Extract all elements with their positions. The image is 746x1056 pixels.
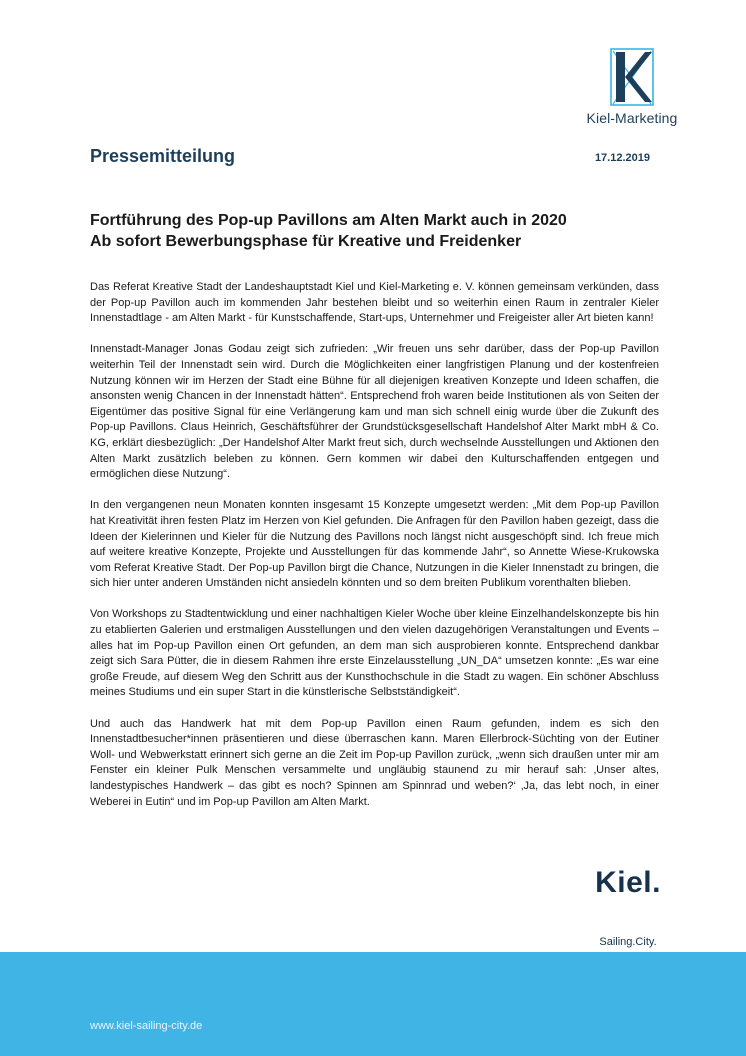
logo-line-1: Kiel. [595, 866, 661, 899]
kiel-sailing-city-logo [578, 868, 678, 948]
kiel-marketing-k-logo-icon [610, 48, 654, 106]
kiel-marketing-logo [582, 48, 682, 126]
document-header [90, 146, 650, 170]
logo-line-2: Kiel [599, 898, 657, 931]
footer-band [0, 952, 746, 1056]
paragraph: In den vergangenen neun Monaten konnten insgesamt 15 Konzepte umgesetzt werden: „Mit dem Pop-up Pavillon hat Kreativität ihren festen Platz im Herzen von Kiel gefunden. Die Anfragen für den Pavillon haben gezeigt, dass die Ideen der Kielerinnen und Kieler für die Nutzung des Pavillons noch längst nicht ausgeschöpft sind. Ich freue mich auf weitere kreative Konzepte, Projekte und Ausstellungen für das kommende Jahr“, so Annette Wiese-Krukowska vom Referat Kreative Stadt. Der Pop-up Pavillon birgt die Chance, Nutzungen in die Kieler Innenstadt zu bringen, die sich hier unter anderen Umständen nicht ansiedeln könnten und so dem breiten Publikum vorenthalten blieben. [90, 499, 659, 590]
headline-line-1: Fortführung des Pop-up Pavillons am Alten Markt auch in 2020 [90, 212, 567, 229]
paragraph: Das Referat Kreative Stadt der Landeshauptstadt Kiel und Kiel-Marketing e. V. können gemeinsam verkünden, dass der Pop-up Pavillon auch im kommenden Jahr bestehen bleibt und so weiterhin einen Raum in zentraler Kieler Innenstadtlage - am Alten Markt - für Kunstschaffende, Start-ups, Unternehmer und Freigeister aller Art bieten kann! [90, 281, 659, 325]
paragraph: Von Workshops zu Stadtentwicklung und einer nachhaltigen Kieler Woche über kleine Einzelhandelskonzepte bis hin zu etablierten Galerien und erstmaligen Ausstellungen und den vielen dazugehörigen Veranstaltungen und Events – alles hat im Pop-up Pavillon einen Ort gefunden, an dem man sich ausprobieren konnte. Entsprechend dankbar zeigt sich Sara Pütter, die in diesem Rahmen ihre erste Einzelausstellung „UN_DA“ umsetzen konnte: „Es war eine große Freude, auf diesem Weg den Schritt aus der Kunsthochschule in die Stadt zu wagen. Ein schöner Abschluss meines Studiums und ein super Start in die künstlerische Selbstständigkeit“. [90, 608, 659, 699]
document-type: Pressemitteilung [90, 146, 236, 166]
footer-url: www.kiel-sailing-city.de [90, 1020, 203, 1032]
document-date: 17.12.2019 [594, 152, 650, 164]
brand-name: Kiel-Marketing [586, 110, 678, 126]
headline [90, 210, 660, 252]
paragraph: Und auch das Handwerk hat mit dem Pop-up Pavillon einen Raum gefunden, indem es sich den Innenstadtbesucher*innen präsentieren und diese überraschen kann. Maren Ellerbrock-Süchting von der Eutiner Woll- und Webwerkstatt erinnert sich gerne an die Zeit im Pop-up Pavillon zurück, „wenn sich draußen unter mir am Fenster ein kleiner Pulk Menschen versammelte und ungläubig staunend zu mir herauf sah: ‚Unser altes, landestypisches Handwerk – das gibt es noch? Spinnen am Spinnrad und weben?‘ ‚Ja, das lebt noch, in einer Weberei in Eutin“ und im Pop-up Pavillon am Alten Markt. [90, 717, 659, 808]
logo-tagline: Sailing.City. [599, 936, 657, 948]
paragraph: Innenstadt-Manager Jonas Godau zeigt sich zufrieden: „Wir freuen uns sehr darüber, dass der Pop-up Pavillon weiterhin Teil der Innenstadt sein wird. Durch die Möglichkeiten einer langfristigen Planung und der kostenfreien Nutzung können wir im Herzen der Stadt eine Bühne für all diejenigen kreativen Konzepte und Ideen schaffen, die ansonsten wenig Chancen in der Innenstadt hätten“. Entsprechend froh waren beide Institutionen als von Seiten der Eigentümer das positive Signal für eine Verlängerung kam und man sich schnell einig wurde über die Zukunft des Pop-up Pavillons. Claus Heinrich, Geschäftsführer der Grundstücksgesellschaft Handelshof Alter Markt mbH & Co. KG, erklärt diesbezüglich: „Der Handelshof Alter Markt freut sich, durch wechselnde Ausstellungen und Aktionen den Alten Markt zusätzlich beleben zu können. Gern kommen wir dabei den Kulturschaffenden entgegen und ermöglichen diese Nutzung“. [90, 343, 659, 481]
body-text [90, 280, 659, 826]
headline-line-2: Ab sofort Bewerbungsphase für Kreative und Freidenker [90, 233, 522, 250]
